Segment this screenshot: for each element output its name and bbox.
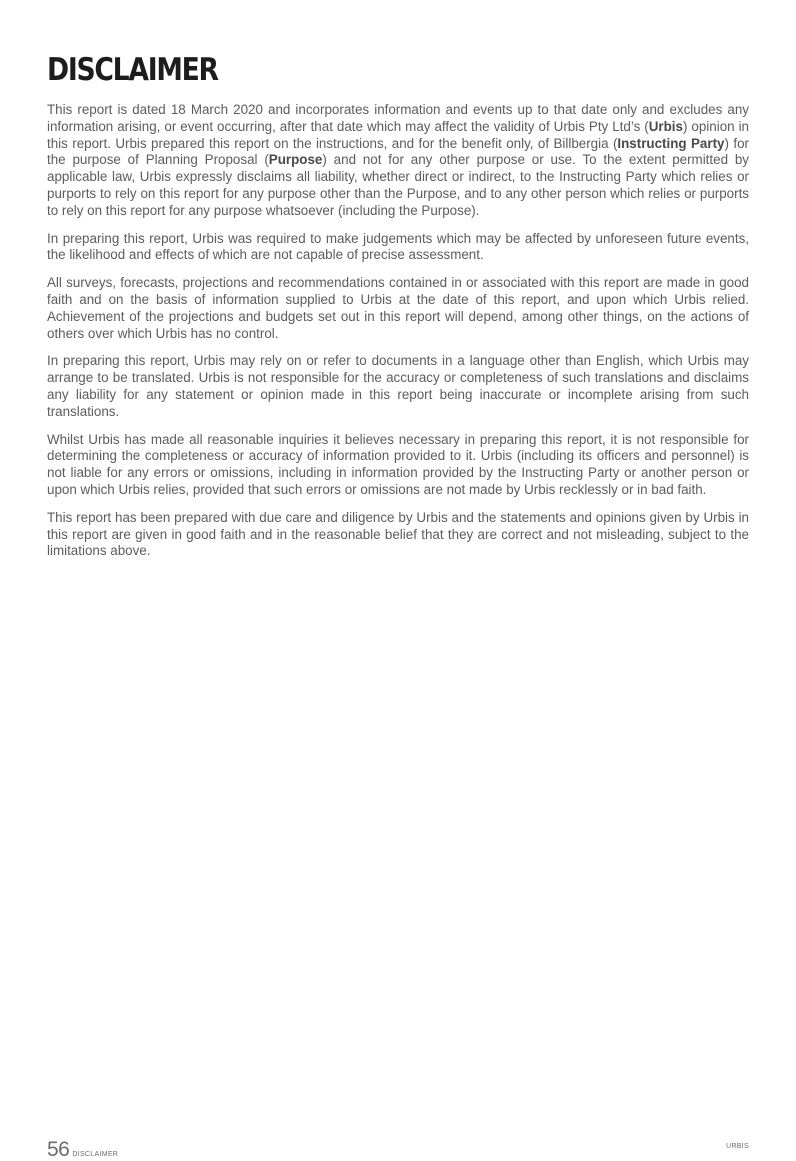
p1-text-e: ) for the purpose of Planning Proposal ( bbox=[47, 135, 749, 168]
footer-section-label: DISCLAIMER bbox=[72, 1151, 119, 1158]
p1-text-a: This report is dated 18 March 2020 and incorporates information and events up to that date only and excludes any information arising, or event occurring, after that date which may affect the validity of Urbis Pty Ltd’s ( bbox=[47, 102, 749, 134]
p1-text-c: ) opinion in this report. Urbis prepared this report on the instructions, and for the benefit only, of Billbergia ( bbox=[47, 118, 749, 151]
paragraph-forecasts: All surveys, forecasts, projections and recommendations contained in or associated with this report are made in good faith and on the basis of information supplied to Urbis at the date of this report, and upon which Urbis relied. Achievement of the projections and budgets set out in this report will depend, among other things, on the actions of others over which Urbis has no control. bbox=[47, 275, 749, 341]
paragraph-judgements: In preparing this report, Urbis was required to make judgements which may be affected by unforeseen future events, the likelihood and effects of which are not capable of precise assessment. bbox=[47, 230, 749, 263]
p1-term-urbis: Urbis bbox=[648, 118, 683, 134]
footer-right bbox=[726, 1142, 749, 1152]
disclaimer-page bbox=[47, 52, 749, 571]
page-number: 56 bbox=[47, 1138, 70, 1161]
footer-company: URBIS bbox=[726, 1143, 749, 1150]
p1-term-instructing-party: Instructing Party bbox=[617, 135, 725, 151]
paragraph-due-care: This report has been prepared with due care and diligence by Urbis and the statements and opinions given by Urbis in this report are given in good faith and in the reasonable belief that they are correct and not misleading, subject to the limitations above. bbox=[47, 509, 749, 559]
p1-term-purpose: Purpose bbox=[268, 152, 323, 168]
footer-left bbox=[47, 1139, 118, 1161]
paragraph-translations: In preparing this report, Urbis may rely on or refer to documents in a language other than English, which Urbis may arrange to be translated. Urbis is not responsible for the accuracy or completeness of such translations and disclaims any liability for any statement or opinion made in this report being inaccurate or incomplete arising from such translations. bbox=[47, 353, 749, 419]
paragraph-inquiries: Whilst Urbis has made all reasonable inquiries it believes necessary in preparing this report, it is not responsible for determining the completeness or accuracy of information provided to it. Urbis (including its officers and personnel) is not liable for any errors or omissions, including in information provided by the Instructing Party or another person or upon which Urbis relies, provided that such errors or omissions are not made by Urbis recklessly or in bad faith. bbox=[47, 431, 749, 497]
page-title: DISCLAIMER bbox=[47, 52, 218, 88]
p1-text-g: ) and not for any other purpose or use. To the extent permitted by applicable law, Urbis expressly disclaims all liability, whether direct or indirect, to the Instructing Party which relies or purports to rely on this report for any purpose other than the Purpose, and to any other person which relies or purports to rely on this report for any purpose whatsoever (including the Purpose). bbox=[47, 152, 749, 218]
paragraph-dated bbox=[47, 102, 749, 220]
